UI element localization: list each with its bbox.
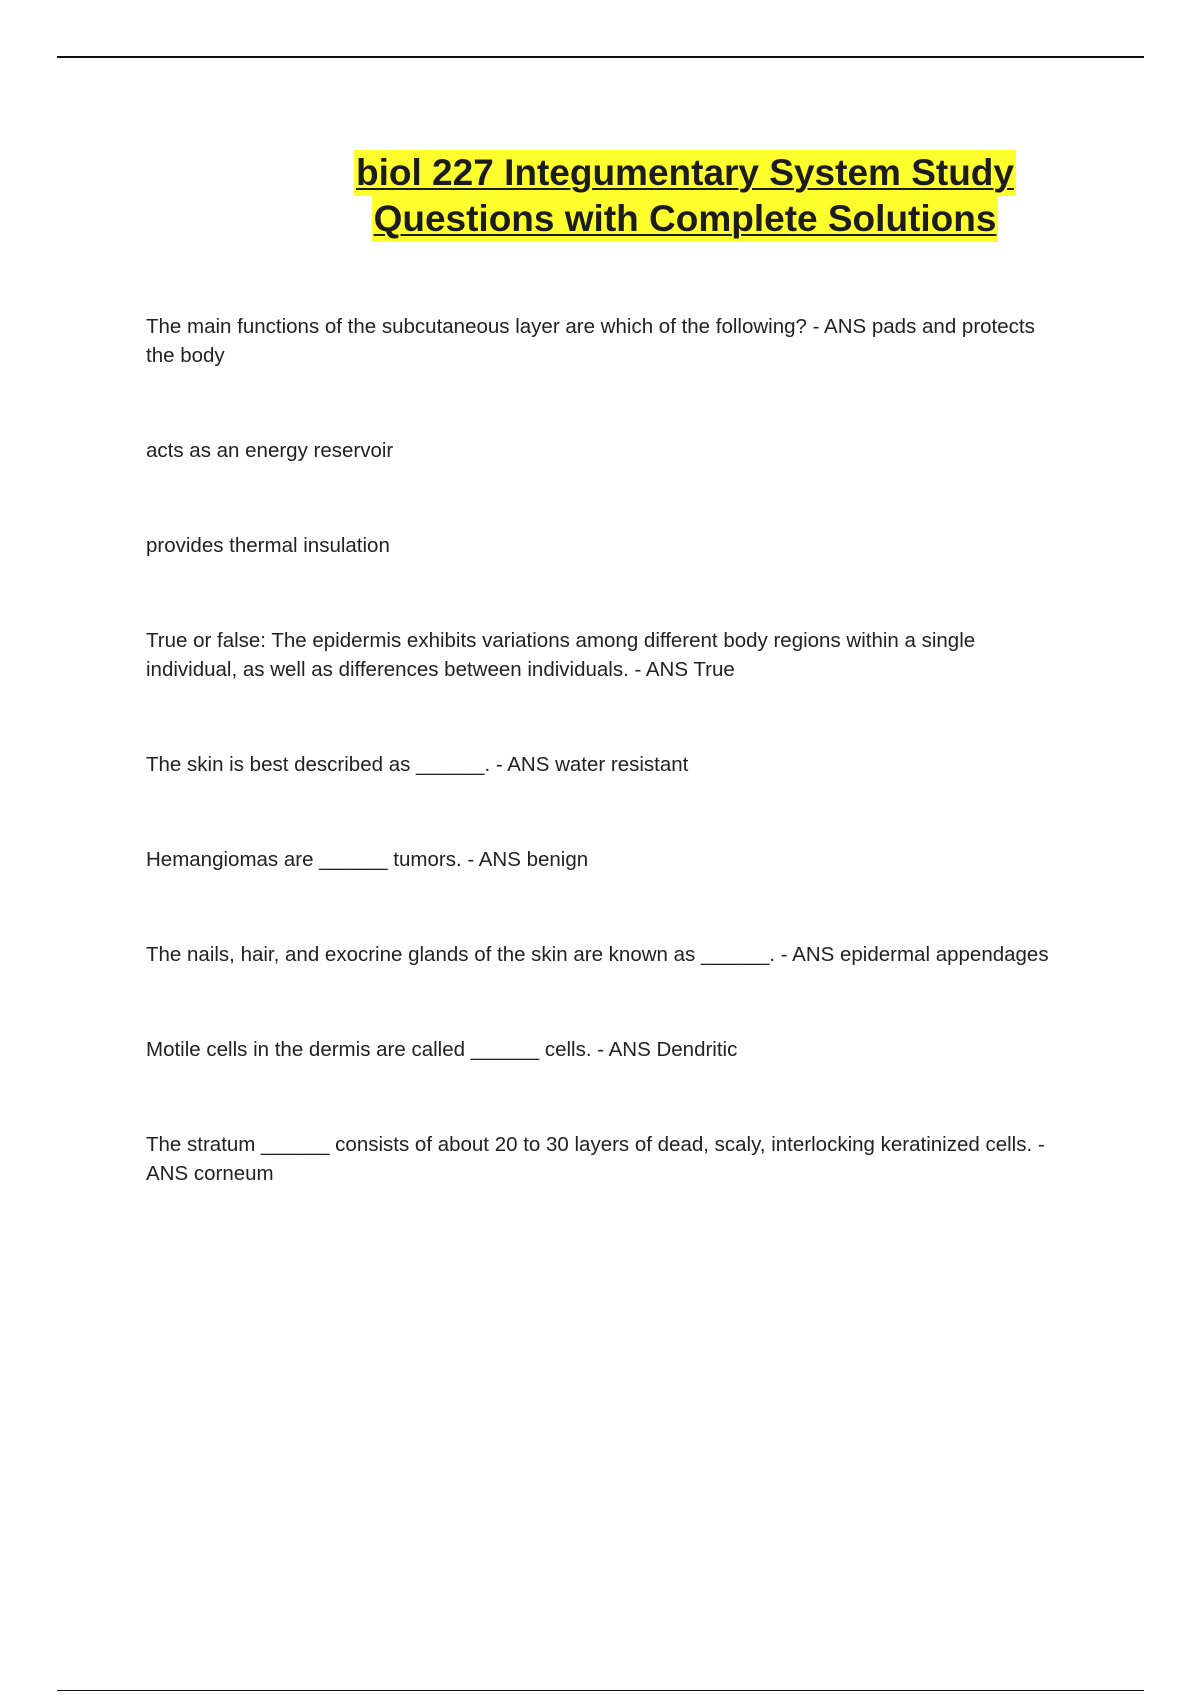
question-paragraph: The skin is best described as ______. - ANS water resistant xyxy=(146,753,689,776)
title-line-2: Questions with Complete Solutions xyxy=(372,196,999,242)
question-paragraph: Hemangiomas are ______ tumors. - ANS benign xyxy=(146,848,589,871)
question-paragraph: The nails, hair, and exocrine glands of the skin are known as ______. - ANS epidermal appendages xyxy=(146,943,1049,966)
bottom-rule xyxy=(57,1690,1144,1691)
question-paragraph: Motile cells in the dermis are called ______ cells. - ANS Dendritic xyxy=(146,1038,738,1061)
title-line-1: biol 227 Integumentary System Study xyxy=(354,150,1016,196)
question-paragraph: The main functions of the subcutaneous layer are which of the following? - ANS pads and protects the body xyxy=(146,315,1035,367)
question-paragraph: True or false: The epidermis exhibits variations among different body regions within a single individual, as well as differences between individuals. - ANS True xyxy=(146,629,976,681)
question-paragraph: The stratum ______ consists of about 20 to 30 layers of dead, scaly, interlocking keratinized cells. - ANS corneum xyxy=(146,1133,1045,1185)
document-title xyxy=(300,150,1070,242)
answer-continuation: acts as an energy reservoir xyxy=(146,439,394,462)
question-list xyxy=(146,312,1066,1188)
answer-continuation: provides thermal insulation xyxy=(146,534,390,557)
top-rule xyxy=(57,56,1144,58)
